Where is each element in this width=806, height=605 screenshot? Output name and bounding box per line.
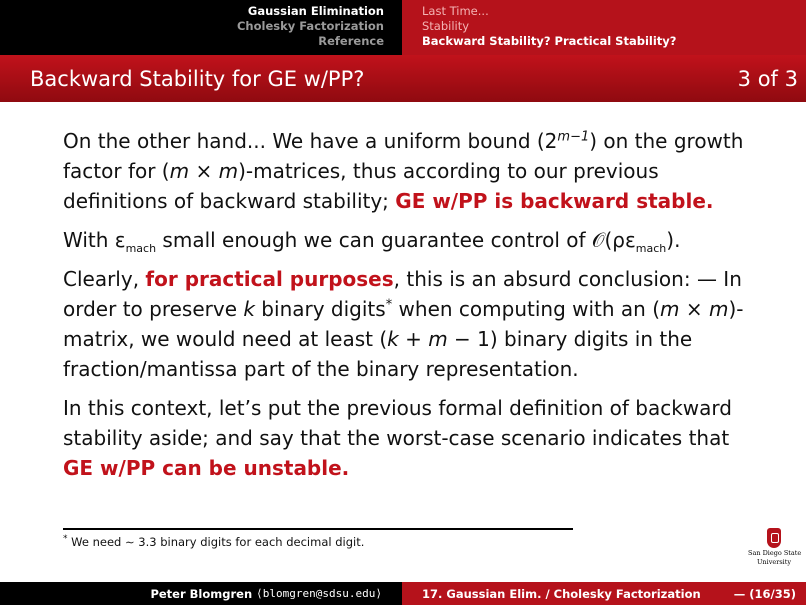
subsection-nav bbox=[402, 0, 806, 55]
paragraph-practical-purposes: Clearly, for practical purposes, this is an absurd conclusion: — In order to preserve k binary digits* when computing with an (m × m)-matrix, we would need at least (k + m − 1) binary digits in the fraction/mantissa part of the binary representation. bbox=[63, 267, 744, 381]
slide-title-bar bbox=[0, 55, 806, 102]
nav-sub-last-time[interactable]: Last Time... bbox=[422, 4, 489, 18]
highlight-unstable: GE w/PP can be unstable. bbox=[63, 456, 350, 480]
university-logo bbox=[748, 528, 800, 568]
footer-lecture-block bbox=[402, 582, 806, 605]
highlight-backward-stable: GE w/PP is backward stable. bbox=[395, 189, 714, 213]
highlight-practical-purposes: for practical purposes bbox=[145, 267, 394, 291]
paragraph-growth-factor: On the other hand... We have a uniform bound $(2^{m-1})$ on the growth factor for (m × m)-matrices, thus according to our previous definitions of backward stability; GE w/PP is backward stable. bbox=[63, 129, 744, 213]
logo-wordmark-line2: University bbox=[756, 558, 792, 566]
section-nav bbox=[0, 0, 402, 55]
footer-author: Peter Blomgren bbox=[150, 586, 253, 601]
footer-bar bbox=[0, 582, 806, 605]
footnote-rule bbox=[63, 528, 573, 530]
university-shield-icon bbox=[767, 528, 781, 548]
paragraph-unstable: In this context, let’s put the previous formal definition of backward stability aside; and say that the worst-case scenario indicates that GE w/PP can be unstable. bbox=[63, 396, 732, 480]
nav-section-gaussian[interactable]: Gaussian Elimination bbox=[247, 4, 384, 18]
slide-frame-counter: 3 of 3 bbox=[737, 66, 798, 91]
footnote bbox=[63, 535, 364, 549]
top-navigation bbox=[0, 0, 806, 55]
slide-title: Backward Stability for GE w/PP? bbox=[30, 66, 365, 91]
slide-body bbox=[63, 126, 753, 492]
footnote-mark: * bbox=[63, 534, 68, 545]
footer-email: ⟨blomgren@sdsu.edu⟩ bbox=[256, 587, 382, 600]
footnote-text: We need ∼ 3.3 binary digits for each decimal digit. bbox=[71, 535, 365, 549]
footnote-marker: * bbox=[385, 297, 393, 313]
nav-section-cholesky[interactable]: Cholesky Factorization bbox=[236, 19, 384, 33]
paragraph-machine-epsilon: With $\varepsilon_{mach}$ small enough we can guarantee control of $𝒪(\rho\varepsilon_{mach})$. bbox=[63, 228, 681, 255]
nav-section-reference[interactable]: Reference bbox=[318, 34, 384, 48]
footer-lecture-title: 17. Gaussian Elim. / Cholesky Factorization bbox=[422, 586, 701, 601]
footer-page-number: — (16/35) bbox=[733, 586, 796, 601]
nav-sub-stability[interactable]: Stability bbox=[422, 19, 470, 33]
nav-sub-current[interactable]: Backward Stability? Practical Stability? bbox=[422, 34, 677, 48]
logo-wordmark-line1: San Diego State bbox=[748, 549, 802, 557]
footer-author-block bbox=[0, 582, 402, 605]
